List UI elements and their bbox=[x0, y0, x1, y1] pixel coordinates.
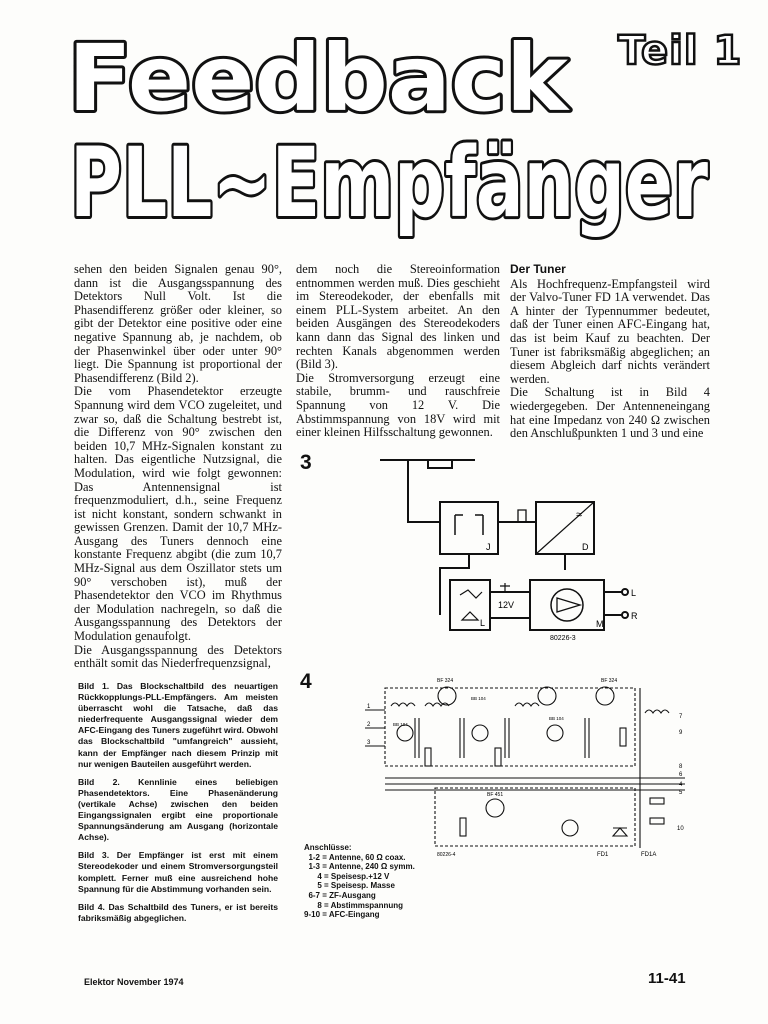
paragraph: Die vom Phasendetektor erzeugte Spannung wird dem VCO zugeleitet, und zwar so, daß die Schaltung bestrebt ist, die Differenz von 90° zwischen den beiden 10,7 MHz-Signalen konstant zu halten. Das eigentliche Nutzsignal, die Modulation, wird wie folgt gewonnen: Das Antennensignal ist frequenzmoduliert, d.h., seine Frequenz ist nicht konstant, sondern schwankt in gewissen Grenzen. Damit der 10,7 MHz-Ausgang des Tuners dennoch eine konstante Frequenz abgibt (die zum 10,7 MHz-Signal aus dem Oszillator stets um 90° verschoben ist), muß der Phasendetektor den VCO im Rhythmus der Modulation nachregeln, so daß die Ausgangsspannung des Detektors der Modulation genaufolgt. bbox=[74, 384, 282, 644]
fig3-label-l: L bbox=[480, 618, 486, 628]
connection-item: 4 = Speisesp.+12 V bbox=[304, 871, 390, 881]
section-heading: Der Tuner bbox=[510, 262, 566, 276]
figure-4-schematic bbox=[365, 668, 690, 863]
fig4-pin-3: 3 bbox=[367, 740, 371, 746]
figure-3-block-diagram bbox=[350, 440, 650, 645]
connection-item: 5 = Speisesp. Masse bbox=[304, 881, 395, 891]
title-line-1: Feedback bbox=[68, 25, 570, 132]
fig4-pin-7: 7 bbox=[679, 714, 683, 720]
figure-3-number: 3 bbox=[300, 451, 312, 474]
fig4-fd1: FD1 bbox=[597, 852, 609, 858]
caption-bild-3: Bild 3. Der Empfänger ist erst mit einem Stereodekoder und einem Stromversorgungsteil komplett. Ferner muß eine ausreichend hohe Spannung für die Abstimmung vorhanden sein. bbox=[78, 850, 278, 894]
page-number: 11-41 bbox=[648, 970, 686, 987]
fig3-reference: 80226-3 bbox=[550, 635, 576, 642]
fig4-pin-6: 6 bbox=[679, 772, 683, 778]
article-column-1 bbox=[74, 263, 282, 671]
fig3-voltage: 12V bbox=[498, 600, 515, 610]
paragraph: Die Ausgangsspannung des Detektors enthält somit das Niederfrequenzsignal, bbox=[74, 642, 282, 671]
connection-item: 8 = Abstimmspannung bbox=[304, 900, 404, 910]
paragraph: sehen den beiden Signalen genau 90°, dann ist die Ausgangsspannung des Detektors Null Volt. Ist die Phasendifferenz größer oder kleiner, so gibt der Detektor eine positive oder eine negative Spannung ab, je nachdem, ob der Phasenwinkel über oder unter 90° liegt. Die Spannung ist proportional der Phasendifferenz (Bild 2). bbox=[74, 262, 282, 385]
article-column-2 bbox=[296, 263, 500, 440]
fig4-varicap-1: BB 104 bbox=[393, 722, 408, 727]
caption-bild-1: Bild 1. Das Blockschaltbild des neuartigen Rückkopplungs-PLL-Empfängers. Am meisten überrascht wohl die Tatsache, daß das niederfrequente Ausgangssignal wieder dem AFC-Eingang des Tuners zugeführt wird. Obwohl das Blockschaltbild "umfangreich" aussieht, kann der Empfänger nach diesem Prinzip mit nur wenigen Bauteilen ausgeführt werden. bbox=[78, 681, 278, 769]
caption-bild-2: Bild 2. Kennlinie eines beliebigen Phasendetektors. Eine Phasenänderung (vertikale Achse) zwischen den beiden Eingangssignalen ergibt eine proportionale Spannungsänderung am Ausgang (horizontale Achse). bbox=[78, 776, 278, 843]
fig4-varicap-2: BB 104 bbox=[471, 696, 486, 701]
fig3-output-r: R bbox=[631, 611, 638, 621]
fig3-label-d: D bbox=[582, 542, 589, 552]
caption-bild-4: Bild 4. Das Schaltbild des Tuners, er ist bereits fabriksmäßig abgeglichen. bbox=[78, 901, 278, 923]
fig3-label-approx: ≈ bbox=[576, 509, 583, 521]
paragraph: dem noch die Stereoinformation entnommen werden muß. Dies geschieht im Stereodekoder, der ebenfalls mit einem PLL-System arbeitet. An den beiden Ausgängen des Stereodekoders kann dann das Signal des linken und rechten Kanals abgenommen werden (Bild 3). bbox=[296, 262, 500, 372]
paragraph: Als Hochfrequenz-Empfangsteil wird der Valvo-Tuner FD 1A verwendet. Das A hinter der Typennummer bedeutet, daß der Tuner einen AFC-Eingang hat, das ist beim Kauf zu beachten. Der Tuner ist fabriksmäßig abgeglichen; an diesem Abgleich darf nichts verändert werden. bbox=[510, 276, 710, 386]
fig4-pin-1: 1 bbox=[367, 704, 371, 710]
fig4-pin-9: 9 bbox=[679, 730, 683, 736]
fig4-pin-10: 10 bbox=[677, 826, 684, 832]
connections-legend bbox=[304, 843, 415, 920]
title-line-2: PLL~Empfänger bbox=[70, 127, 709, 239]
fig4-pin-2: 2 bbox=[367, 722, 371, 728]
fig4-fd1a: FD1A bbox=[641, 852, 657, 858]
connection-item: 1-3 = Antenne, 240 Ω symm. bbox=[304, 862, 415, 872]
fig4-varicap-3: BB 104 bbox=[549, 716, 564, 721]
connections-title: Anschlüsse: bbox=[304, 843, 352, 852]
fig3-label-m: M bbox=[596, 619, 604, 629]
fig4-reference: 80226-4 bbox=[437, 852, 456, 858]
paragraph: Die Stromversorgung erzeugt eine stabile, brumm- und rauschfreie Spannung von 12 V. Die Abstimmspannung von 18V wird mit einer kleinen Hilfsschaltung gewonnen. bbox=[296, 370, 500, 440]
part-label: Teil 1 bbox=[618, 28, 743, 74]
fig4-pin-8: 8 bbox=[679, 764, 683, 770]
figure-4-number: 4 bbox=[300, 670, 312, 693]
connection-item: 6-7 = ZF-Ausgang bbox=[304, 890, 376, 900]
footer-publication: Elektor November 1974 bbox=[84, 977, 184, 987]
fig3-label-j: J bbox=[486, 542, 491, 552]
fig4-pin-5: 5 bbox=[679, 790, 683, 796]
fig4-pin-4: 4 bbox=[679, 782, 683, 788]
fig3-output-l: L bbox=[631, 588, 637, 598]
fig4-transistor-3: BF 451 bbox=[487, 792, 504, 798]
paragraph: Die Schaltung ist in Bild 4 wiedergegeben. Der Antenneneingang hat eine Impedanz von 240 Ω zwischen den Anschlußpunkten 1 und 3 und eine bbox=[510, 385, 710, 441]
figure-captions bbox=[78, 681, 278, 931]
connection-item: 1-2 = Antenne, 60 Ω coax. bbox=[304, 852, 406, 862]
connection-item: 9-10 = AFC-Eingang bbox=[304, 910, 380, 920]
fig4-transistor-2: BF 324 bbox=[601, 678, 618, 684]
fig4-transistor-1: BF 324 bbox=[437, 678, 454, 684]
article-column-3 bbox=[510, 263, 710, 441]
